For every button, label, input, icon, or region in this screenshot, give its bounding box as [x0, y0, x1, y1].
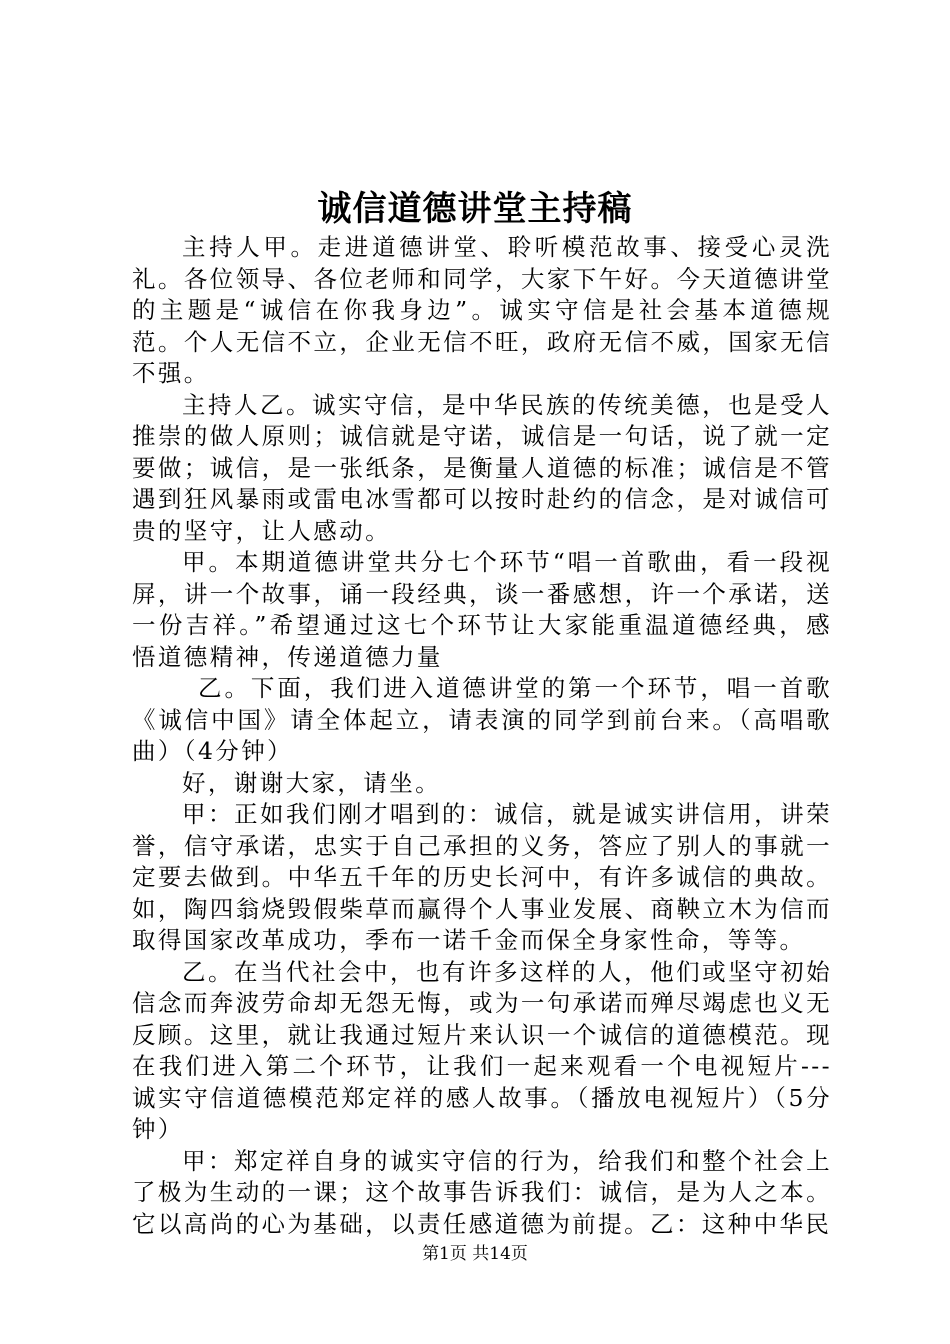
paragraph-lesson: 甲：郑定祥自身的诚实守信的行为，给我们和整个社会上了极为生动的一课；这个故事告诉我们：诚信，是为人之本。它以高尚的心为基础，以责任感道德为前提。乙：这种中华民	[132, 1146, 832, 1238]
paragraph-integrity-stories: 甲：正如我们刚才唱到的：诚信，就是诚实讲信用，讲荣誉，信守承诺，忠实于自己承担的义务，答应了别人的事就一定要去做到。中华五千年的历史长河中，有许多诚信的典故。如，陶四翁烧毁假柴草而赢得个人事业发展、商鞅立木为信而取得国家改革成功，季布一诺千金而保全身家性命，等等。	[132, 800, 832, 954]
document-body	[132, 232, 832, 1240]
paragraph-seven-segments: 甲。本期道德讲堂共分七个环节“唱一首歌曲，看一段视屏，讲一个故事，诵一段经典，谈一番感想，许一个承诺，送一份吉祥。”希望通过这七个环节让大家能重温道德经典，感悟道德精神，传递道德力量	[132, 548, 832, 671]
document-title: 诚信道德讲堂主持稿	[317, 189, 633, 229]
paragraph-host-a-opening: 主持人甲。走进道德讲堂、聆听模范故事、接受心灵洗礼。各位领导、各位老师和同学，大家下午好。今天道德讲堂的主题是“诚信在你我身边”。诚实守信是社会基本道德规范。个人无信不立，企业无信不旺，政府无信不威，国家无信不强。	[132, 233, 832, 387]
paragraph-host-b-opening: 主持人乙。诚实守信，是中华民族的传统美德，也是受人推崇的做人原则；诚信就是守诺，诚信是一句话，说了就一定要做；诚信，是一张纸条，是衡量人道德的标准；诚信是不管遇到狂风暴雨或雷电冰雪都可以按时赴约的信念，是对诚信可贵的坚守，让人感动。	[132, 390, 832, 545]
paragraph-second-segment: 乙。在当代社会中，也有许多这样的人，他们或坚守初始信念而奔波劳命却无怨无悔，或为一句承诺而殚尽竭虑也义无反顾。这里，就让我通过短片来认识一个诚信的道德模范。现在我们进入第二个环节，让我们一起来观看一个电视短片---诚实守信道德模范郑定祥的感人故事。（播放电视短片）（5分钟）	[132, 957, 832, 1143]
page-number-footer: 第1页 共14页	[422, 1244, 528, 1264]
paragraph-thanks: 好，谢谢大家，请坐。	[182, 768, 441, 797]
paragraph-first-segment: 乙。下面，我们进入道德讲堂的第一个环节，唱一首歌《诚信中国》请全体起立，请表演的同学到前台来。（高唱歌曲）（4分钟）	[132, 674, 832, 765]
